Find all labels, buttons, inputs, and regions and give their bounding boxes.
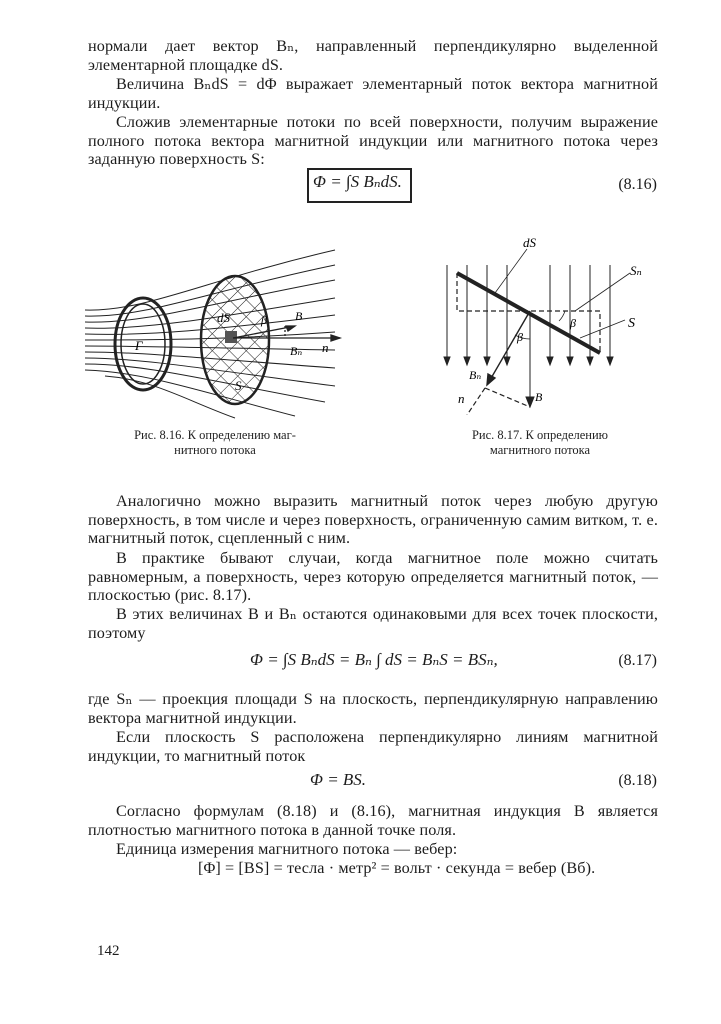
caption-line: магнитного потока	[489, 443, 591, 457]
label-S: S	[235, 378, 242, 393]
equation-8-18: Φ = BS.	[310, 770, 367, 789]
paragraph-text: Согласно формулам (8.18) и (8.16), магнитная индукция B является плотностью магнитного потока в данной точке поля.	[88, 802, 658, 839]
equation-number-8-16: (8.16)	[618, 176, 657, 193]
paragraph-text: Единица измерения магнитного потока — вебер:	[116, 840, 458, 858]
paragraph-4	[88, 492, 658, 548]
label-S: S	[628, 316, 635, 331]
caption-fig-8-17	[430, 428, 650, 458]
paragraph-7	[88, 690, 658, 727]
caption-line: Рис. 8.16. К определению маг-	[134, 428, 296, 442]
label-Bn: Bₙ	[469, 368, 482, 382]
label-n: n	[322, 340, 329, 355]
caption-fig-8-16	[95, 428, 335, 458]
equation-number-8-17: (8.17)	[618, 652, 657, 669]
paragraph-1	[88, 37, 658, 74]
equation-number-8-18: (8.18)	[618, 772, 657, 789]
paragraph-2	[88, 75, 658, 112]
paragraph-9	[88, 802, 658, 839]
label-B: B	[295, 309, 303, 323]
paragraph-text: где Sₙ — проекция площади S на плоскость, перпендикулярную направлению вектора магнитной индукции.	[88, 690, 658, 727]
paragraph-text: Аналогично можно выразить магнитный поток через любую другую поверхность, в том числе и через поверхность, ограниченную самим витком, т. е. магнитный поток, сцепленный с ним.	[88, 492, 658, 548]
paragraph-text: Величина BₙdS = dΦ выражает элементарный поток вектора магнитной индукции.	[88, 75, 658, 112]
equation-box: Φ = ∫S BₙdS.	[307, 168, 412, 203]
label-dS: dS	[217, 310, 230, 325]
paragraph-6	[88, 605, 658, 642]
figure-8-17	[425, 235, 665, 415]
label-beta: β	[261, 313, 267, 327]
paragraph-10	[88, 840, 658, 859]
equation-8-16	[307, 172, 412, 192]
paragraph-text: В этих величинах B и Bₙ остаются одинаковыми для всех точек плоскости, поэтому	[88, 605, 658, 642]
label-B: B	[535, 390, 543, 404]
paragraph-3	[88, 113, 658, 169]
caption-line: Рис. 8.17. К определению	[471, 428, 608, 442]
label-Sn: Sₙ	[630, 263, 642, 278]
paragraph-11	[88, 859, 658, 878]
paragraph-8	[88, 728, 658, 765]
label-Bn: Bₙ	[290, 344, 303, 358]
paragraph-text: Сложив элементарные потоки по всей поверхности, получим выражение полного потока вектора магнитной индукции или магнитного потока через заданную поверхность S:	[88, 113, 658, 169]
paragraph-5	[88, 549, 658, 605]
label-turn: Г	[135, 338, 143, 353]
paragraph-text: нормали дает вектор Bₙ, направленный перпендикулярно выделенной элементарной площадке dS.	[88, 37, 658, 74]
paragraph-text: В практике бывают случаи, когда магнитное поле можно считать равномерным, а поверхность, через которую определяется магнитный поток, — плоскостью (рис. 8.17).	[88, 549, 658, 605]
page-number: 142	[97, 943, 120, 959]
label-beta-1: β	[570, 316, 576, 330]
label-dS: dS	[523, 235, 536, 250]
label-n: n	[458, 391, 465, 406]
label-beta-2: β	[517, 330, 523, 344]
paragraph-text: Если плоскость S расположена перпендикулярно линиям магнитной индукции, то магнитный поток	[88, 728, 658, 765]
figure-8-16	[85, 240, 345, 420]
caption-line: нитного потока	[174, 443, 256, 457]
equation-8-17: Φ = ∫S BₙdS = Bₙ ∫ dS = BₙS = BSₙ,	[250, 650, 498, 669]
paragraph-text: [Φ] = [BS] = тесла · метр² = вольт · секунда = вебер (Вб).	[198, 859, 596, 877]
